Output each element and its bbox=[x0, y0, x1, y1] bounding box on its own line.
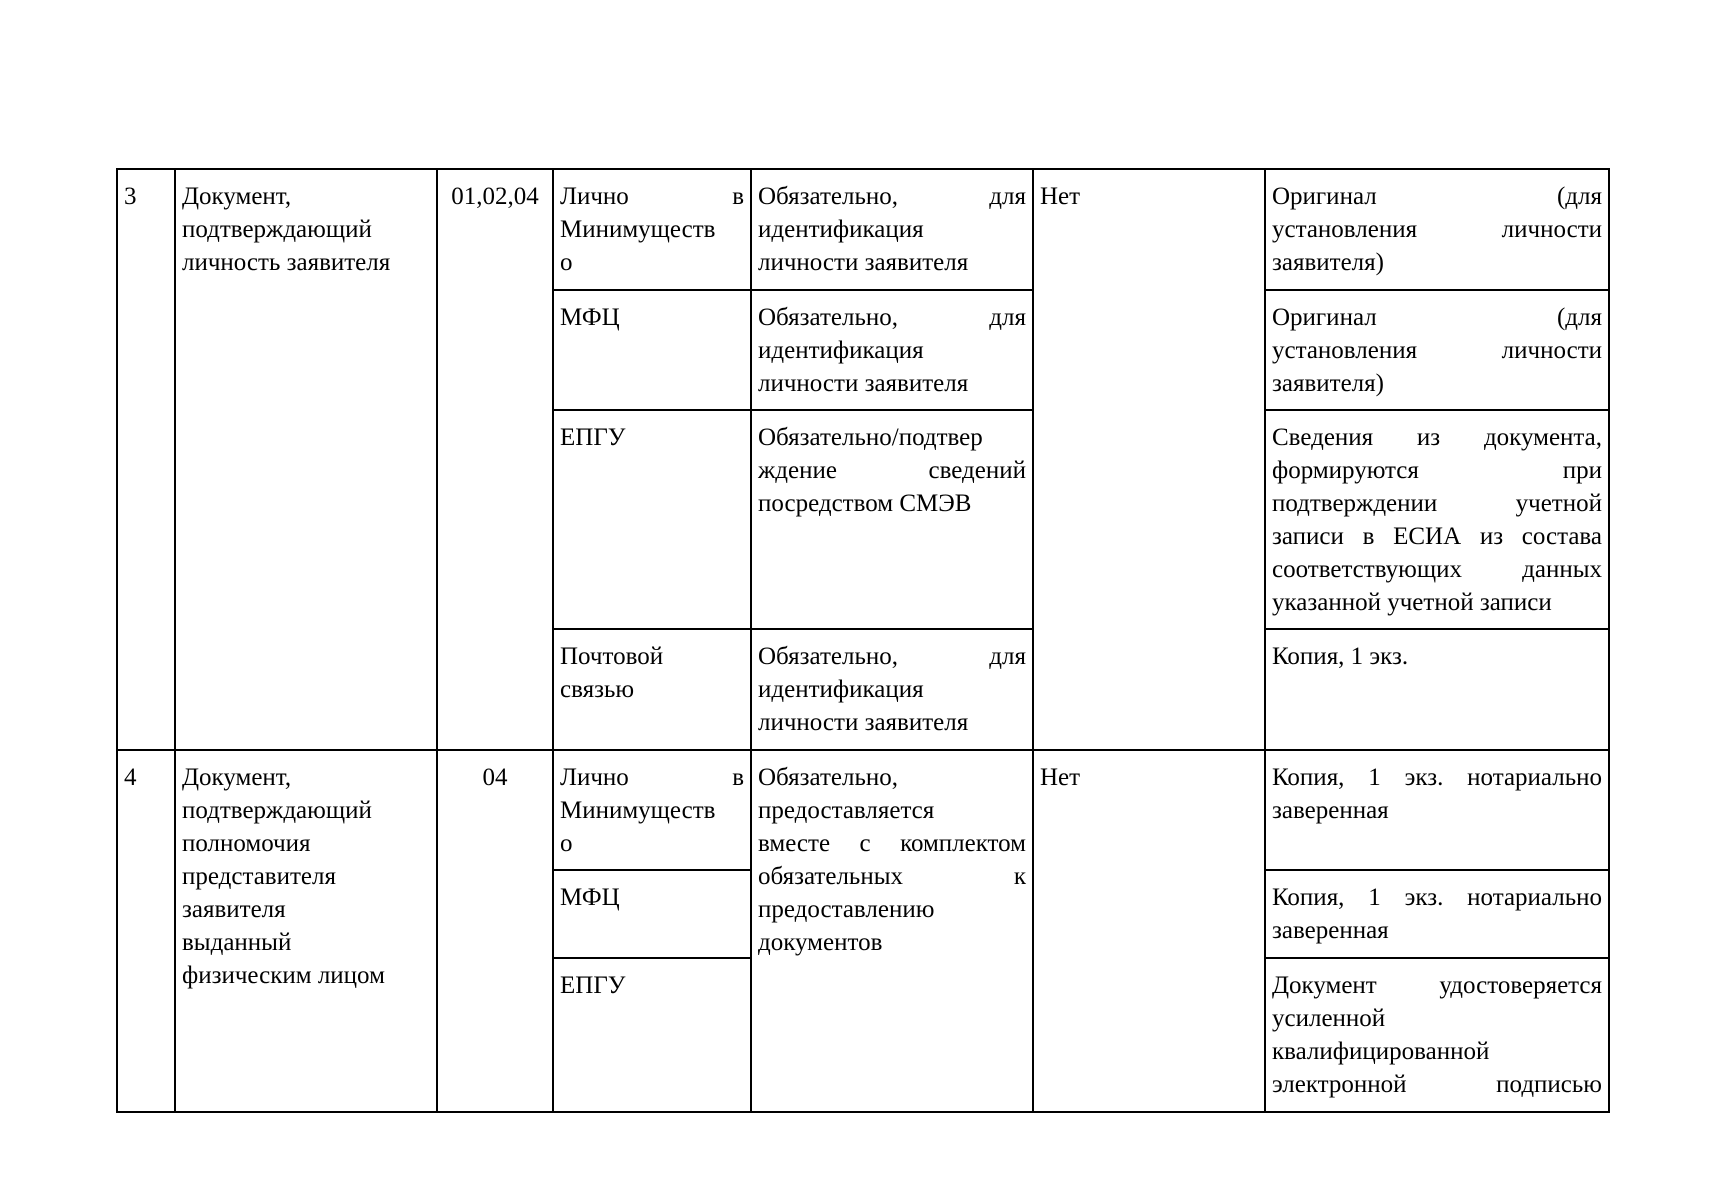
document-name-cell bbox=[175, 169, 437, 750]
form-line: заверенная bbox=[1272, 917, 1389, 944]
document-name-line: выданный bbox=[182, 929, 292, 956]
document-name-line: личность заявителя bbox=[182, 249, 391, 276]
channel-line: ЕПГУ bbox=[560, 424, 626, 451]
requirement-line: идентификация bbox=[758, 676, 924, 703]
requirement-line: Обязательно, для bbox=[758, 304, 1026, 331]
requirement-line: личности заявителя bbox=[758, 370, 969, 397]
form-line: квалифицированной bbox=[1272, 1038, 1490, 1065]
document-name-line: Документ, bbox=[182, 764, 292, 791]
form-cell bbox=[1265, 290, 1609, 410]
form-cell bbox=[1265, 169, 1609, 290]
channel-line: Почтовой bbox=[560, 643, 664, 670]
row-number: 3 bbox=[124, 183, 137, 210]
row-number-cell bbox=[117, 750, 175, 1112]
code-cell bbox=[437, 750, 553, 1112]
requirement-line: Обязательно, bbox=[758, 764, 899, 791]
channel-line: связью bbox=[560, 676, 635, 703]
requirement-cell bbox=[751, 169, 1033, 290]
channel-cell bbox=[553, 410, 751, 629]
requirement-line: посредством СМЭВ bbox=[758, 490, 972, 517]
channel-line: Минимуществ bbox=[560, 216, 716, 243]
form-line: заявителя) bbox=[1272, 249, 1384, 276]
channel-line: МФЦ bbox=[560, 884, 620, 911]
requirement-cell bbox=[751, 290, 1033, 410]
form-cell bbox=[1265, 410, 1609, 629]
channel-cell bbox=[553, 290, 751, 410]
requirement-line: обязательных к bbox=[758, 863, 1026, 890]
form-line: Оригинал (для bbox=[1272, 304, 1602, 331]
requirement-line: идентификация bbox=[758, 216, 924, 243]
form-cell bbox=[1265, 750, 1609, 870]
table-row bbox=[117, 750, 1609, 870]
row-number: 4 bbox=[124, 764, 137, 791]
requirement-line: вместе с комплектом bbox=[758, 830, 1026, 857]
form-cell bbox=[1265, 629, 1609, 750]
documents-table bbox=[116, 168, 1610, 1113]
channel-line: Лично в bbox=[560, 183, 744, 210]
form-line: Копия, 1 экз. bbox=[1272, 643, 1409, 670]
code-value: 04 bbox=[482, 764, 508, 791]
requirement-line: предоставляется bbox=[758, 797, 935, 824]
form-line: установления личности bbox=[1272, 216, 1602, 243]
channel-cell bbox=[553, 169, 751, 290]
requirement-cell bbox=[751, 750, 1033, 1112]
channel-cell bbox=[553, 958, 751, 1112]
form-line: установления личности bbox=[1272, 337, 1602, 364]
channel-line: о bbox=[560, 249, 573, 276]
channel-line: Минимуществ bbox=[560, 797, 716, 824]
channel-cell bbox=[553, 870, 751, 958]
requirement-cell bbox=[751, 629, 1033, 750]
form-line: Сведения из документа, bbox=[1272, 424, 1602, 451]
form-line: заявителя) bbox=[1272, 370, 1384, 397]
form-line: формируются при bbox=[1272, 457, 1602, 484]
form-line: Копия, 1 экз. нотариально bbox=[1272, 884, 1602, 911]
form-line: Копия, 1 экз. нотариально bbox=[1272, 764, 1602, 791]
requirement-cell bbox=[751, 410, 1033, 629]
document-name-line: подтверждающий bbox=[182, 797, 372, 824]
requirement-line: личности заявителя bbox=[758, 249, 969, 276]
other-cell bbox=[1033, 750, 1265, 1112]
channel-line: МФЦ bbox=[560, 304, 620, 331]
form-line: подтверждении учетной bbox=[1272, 490, 1602, 517]
requirement-line: идентификация bbox=[758, 337, 924, 364]
form-line: записи в ЕСИА из состава bbox=[1272, 523, 1602, 550]
row-number-cell bbox=[117, 169, 175, 750]
channel-cell bbox=[553, 750, 751, 870]
form-line: соответствующих данных bbox=[1272, 556, 1602, 583]
other-value: Нет bbox=[1040, 764, 1081, 791]
requirement-line: предоставлению bbox=[758, 896, 935, 923]
table-row bbox=[117, 169, 1609, 290]
form-line: Оригинал (для bbox=[1272, 183, 1602, 210]
requirement-line: Обязательно, для bbox=[758, 643, 1026, 670]
document-name-line: полномочия bbox=[182, 830, 311, 857]
requirement-line: личности заявителя bbox=[758, 709, 969, 736]
form-line: Документ удостоверяется bbox=[1272, 972, 1602, 999]
other-value: Нет bbox=[1040, 183, 1081, 210]
channel-line: ЕПГУ bbox=[560, 972, 626, 999]
document-name-cell bbox=[175, 750, 437, 1112]
channel-line: Лично в bbox=[560, 764, 744, 791]
channel-cell bbox=[553, 629, 751, 750]
form-cell bbox=[1265, 958, 1609, 1112]
document-name-line: Документ, bbox=[182, 183, 292, 210]
document-name-line: подтверждающий bbox=[182, 216, 372, 243]
requirement-line: ждение сведений bbox=[758, 457, 1026, 484]
document-name-line: заявителя bbox=[182, 896, 286, 923]
form-cell bbox=[1265, 870, 1609, 958]
channel-line: о bbox=[560, 830, 573, 857]
form-line: усиленной bbox=[1272, 1005, 1386, 1032]
document-name-line: физическим лицом bbox=[182, 962, 385, 989]
other-cell bbox=[1033, 169, 1265, 750]
form-line: заверенная bbox=[1272, 797, 1389, 824]
requirement-line: Обязательно/подтвер bbox=[758, 424, 983, 451]
document-name-line: представителя bbox=[182, 863, 336, 890]
requirement-line: Обязательно, для bbox=[758, 183, 1026, 210]
requirement-line: документов bbox=[758, 929, 883, 956]
form-line: указанной учетной записи bbox=[1272, 589, 1552, 616]
code-value: 01,02,04 bbox=[451, 183, 539, 210]
code-cell bbox=[437, 169, 553, 750]
form-line: электронной подписью bbox=[1272, 1071, 1602, 1098]
